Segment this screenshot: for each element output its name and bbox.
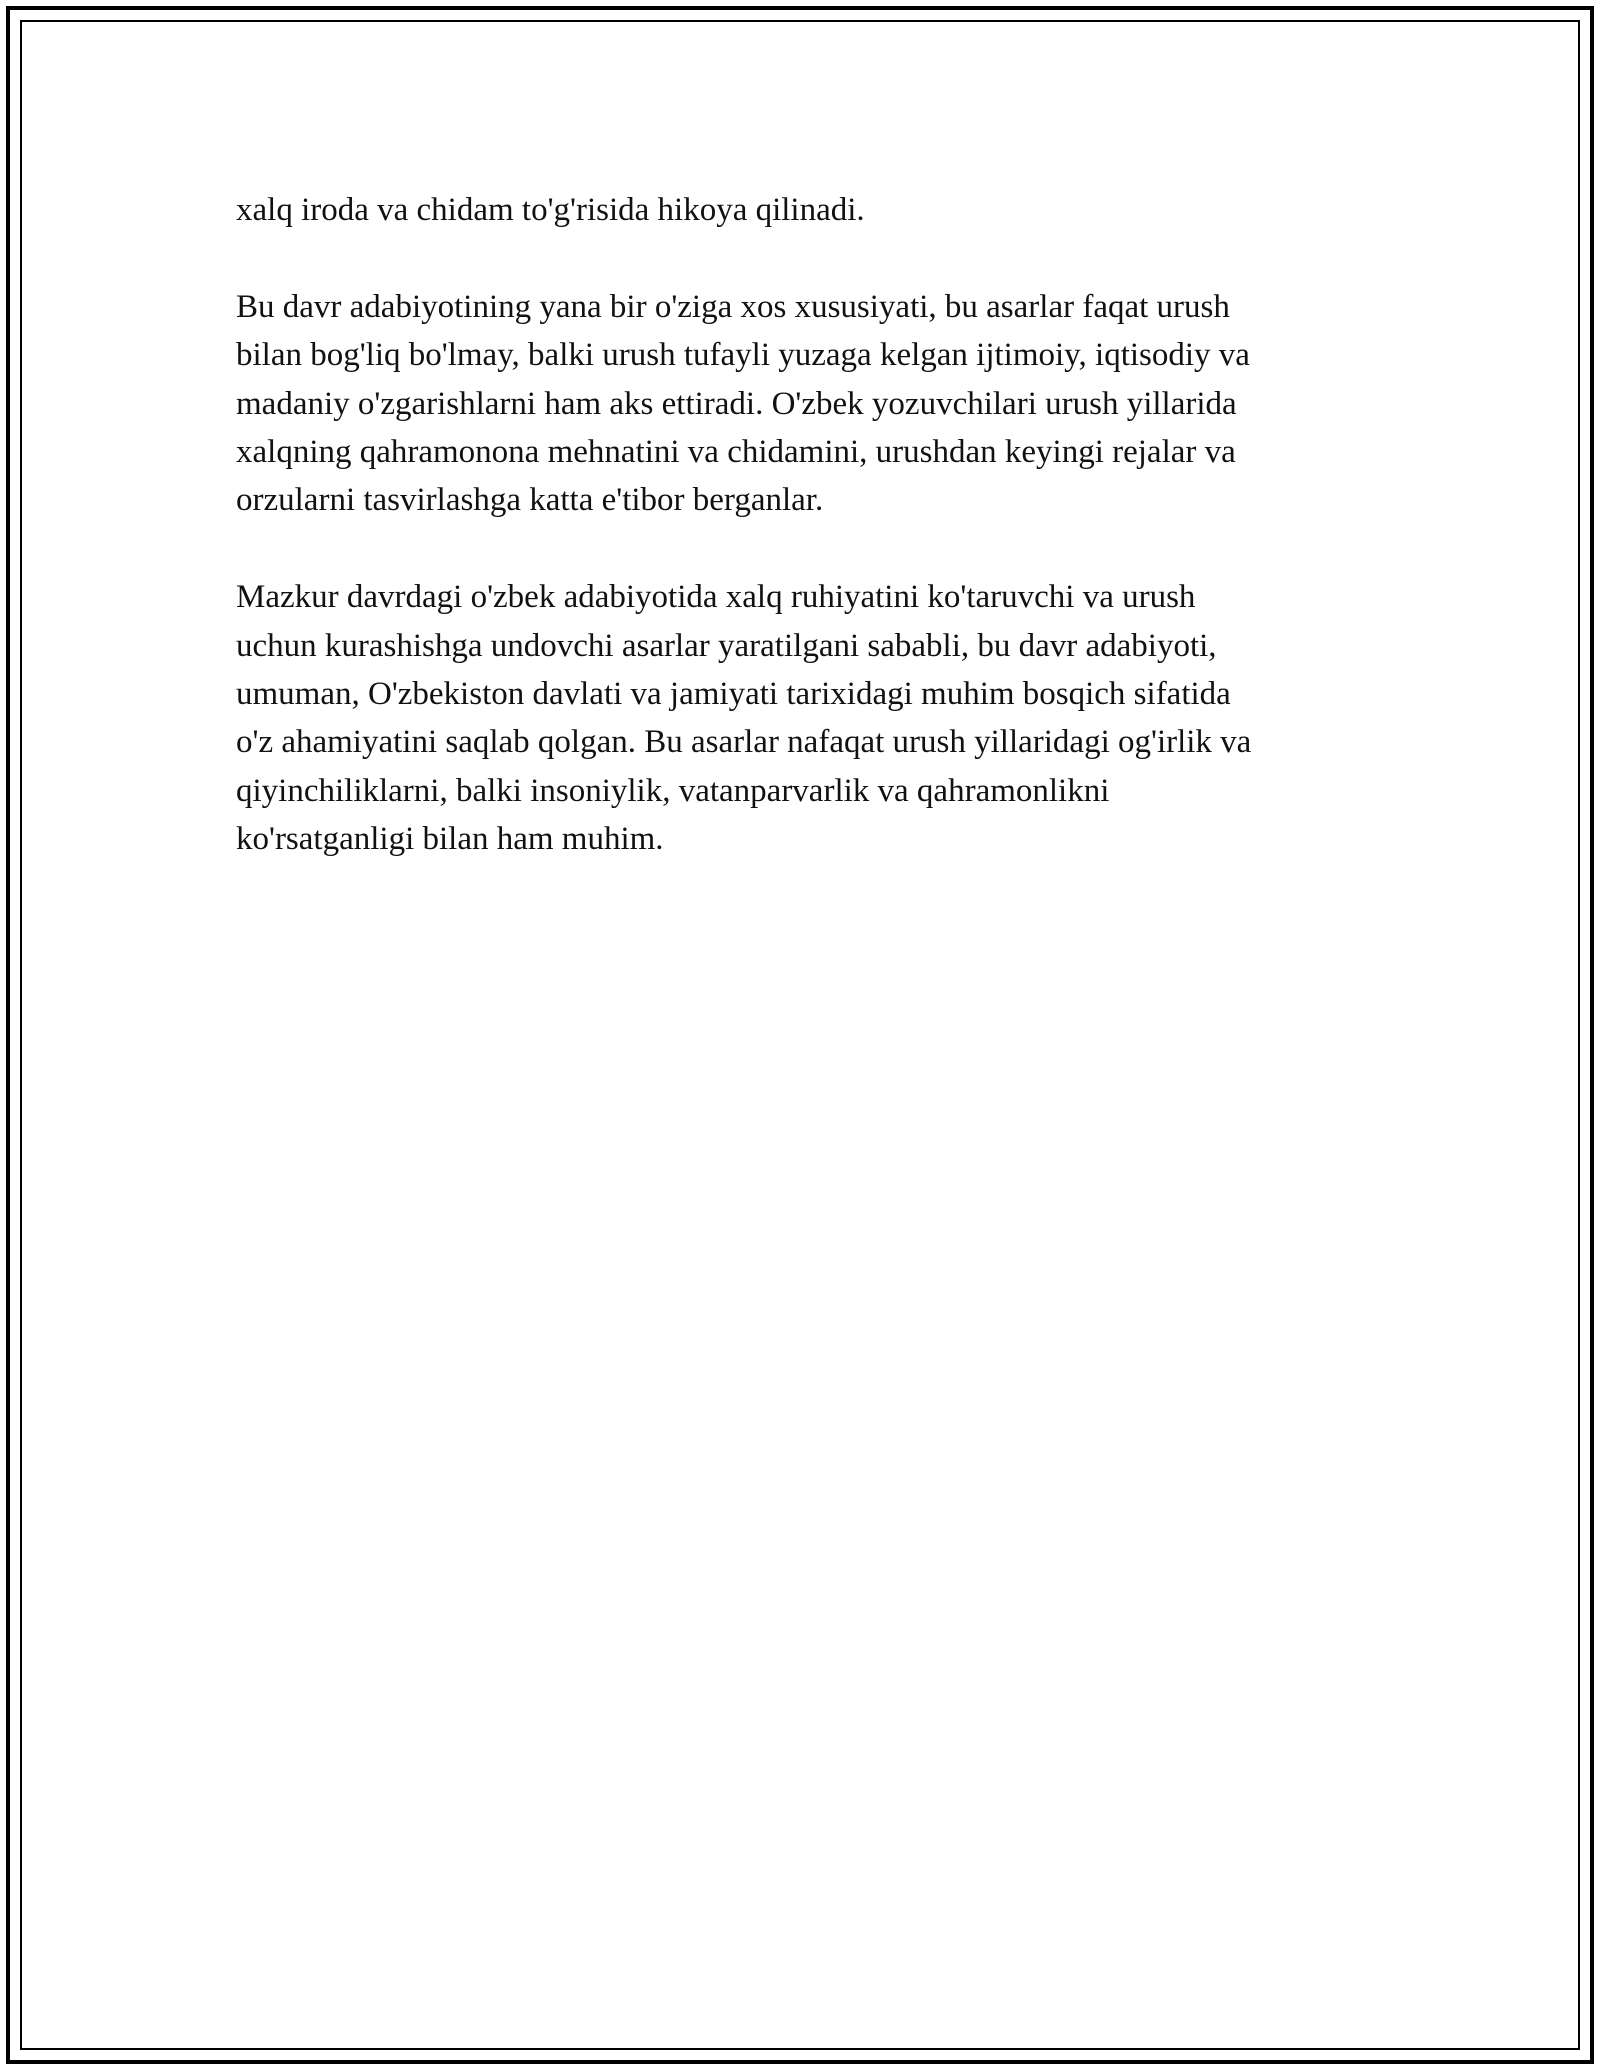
document-body	[236, 186, 1376, 912]
paragraph-literature-features: Bu davr adabiyotining yana bir o'ziga xos xususiyati, bu asarlar faqat urush bilan bog'liq bo'lmay, balki urush tufayli yuzaga kelgan ijtimoiy, iqtisodiy va madaniy o'zgarishlarni ham aks ettiradi. O'zbek yozuvchilari urush yillarida xalqning qahramonona mehnatini va chidamini, urushdan keyingi rejalar va orzularni tasvirlashga katta e'tibor berganlar.	[236, 288, 1250, 519]
paragraph-continuation: xalq iroda va chidam to'g'risida hikoya qilinadi.	[236, 192, 865, 228]
paragraph-literature-significance: Mazkur davrdagi o'zbek adabiyotida xalq ruhiyatini ko'taruvchi va urush uchun kurashishga undovchi asarlar yaratilgani sababli, bu davr adabiyoti, umuman, O'zbekiston davlati va jamiyati tarixidagi muhim bosqich sifatida o'z ahamiyatini saqlab qolgan. Bu asarlar nafaqat urush yillaridagi og'irlik va qiyinchiliklarni, balki insoniylik, vatanparvarlik va qahramonlikni ko'rsatganligi bilan ham muhim.	[236, 579, 1252, 858]
